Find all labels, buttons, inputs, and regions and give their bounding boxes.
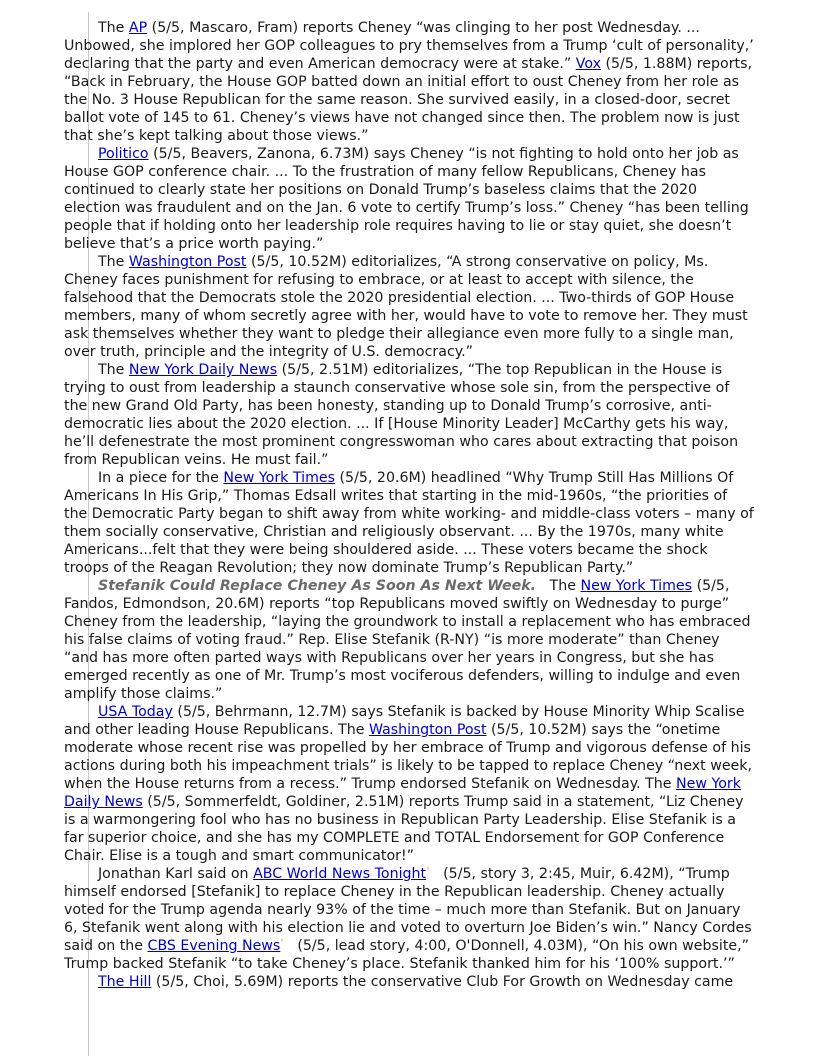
source-link[interactable]: New York Daily News — [64, 776, 741, 810]
video-marker-icon: ° — [280, 938, 284, 947]
the-hill-paragraph — [64, 973, 754, 991]
body-text: (5/5, Behrmann, 12.7M) says Stefanik is backed by House Minority Whip Scalise and other leading House Republicans. The — [64, 704, 745, 738]
body-text: (5/5, Sommerfeldt, Goldiner, 2.51M) reports Trump said in a statement, “Liz Cheney is a warmongering fool who has no business in Republican Party Leadership. Elise Stefanik is a far superior choice, and she has my COMPLETE and TOTAL Endorsement for GOP Conference Chair. Elise is a tough and smart communicator!” — [64, 794, 744, 864]
source-link[interactable]: New York Times — [580, 578, 693, 594]
body-text: (5/5, Mascaro, Fram) reports Cheney “was clinging to her post Wednesday. ... Unbowed, she implored her GOP colleagues to pry themselves from a Trump ‘cult of personality,’ declaring that the party and even American democracy were at stake.” — [64, 20, 754, 72]
body-text: (5/5, 20.6M) headlined “Why Trump Still Has Millions Of Americans In His Grip,” Thomas Edsall writes that starting in the mid-1960s, “the priorities of the Democratic Party began to shift away from white working- and middle-class voters – many of them socially conservative, Christian and religiously observant. ... By the 1970s, many white Americans...felt that they were being shouldered aside. ... These voters became the shock troops of the Reagan Revolution; they now dominate Trump’s Republican Party.” — [64, 470, 754, 576]
body-text: (5/5, 1.88M) reports, “Back in February, the House GOP batted down an initial effort to oust Cheney from her role as the No. 3 House Republican for the same reason. She survived easily, in a closed-door, secret ballot vote of 145 to 61. Cheney’s views have not changed since then. The problem now is just that she’s kept talking about those views.” — [64, 56, 752, 144]
ap-paragraph — [64, 19, 754, 145]
article-body — [64, 19, 754, 991]
body-text: The — [98, 254, 129, 270]
body-text: (5/5, Beavers, Zanona, 6.73M) says Cheney “is not fighting to hold onto her job as House GOP conference chair. ... To the frustration of many fellow Republicans, Cheney has continued to clearly state her positions on Donald Trump’s baseless claims that the 2020 election was fraudulent and on the Jan. 6 vote to certify Trump’s loss.” Cheney “has been telling people that if holding onto her leadership role requires having to lie or stay quiet, she doesn’t believe that’s a price worth paying.” — [64, 146, 749, 252]
body-text: (5/5, Choi, 5.69M) reports the conservative Club For Growth on Wednesday came — [151, 974, 734, 990]
usa-today-paragraph — [64, 703, 754, 865]
source-link[interactable]: Politico — [98, 146, 149, 162]
body-text: (5/5, Fandos, Edmondson, 20.6M) reports “top Republicans moved swiftly on Wednesday to purge” Cheney from the leadership, “laying the groundwork to install a replacement who has embraced his false claims of voting fraud.” Rep. Elise Stefanik (R-NY) “is more moderate” than Cheney “and has more often parted ways with Republicans over her years in Congress, but she has emerged recently as one of Mr. Trump’s most vociferous defenders, willing to indulge and even amplify those claims.” — [64, 578, 751, 702]
body-text: (5/5, lead story, 4:00, O'Donnell, 4.03M), “On his own website,” Trump backed Stefanik “to take Cheney’s place. Stefanik thanked him for his ‘100% support.’” — [64, 938, 749, 972]
source-link[interactable]: AP — [128, 20, 148, 36]
source-link[interactable]: New York Daily News — [128, 362, 278, 378]
ny-daily-news-editorial-paragraph — [64, 361, 754, 469]
source-link[interactable]: CBS Evening News — [147, 938, 281, 954]
broadcast-paragraph — [64, 865, 754, 973]
body-text: (5/5, 10.52M) editorializes, “A strong conservative on policy, Ms. Cheney faces punishment for refusing to embrace, or at least to accept with silence, the falsehood that the Democrats stole the 2020 presidential election. ... Two-thirds of GOP House members, many of whom secretly agree with her, would have to vote to remove her. They must ask themselves whether they want to pledge their allegiance even more fully to a single man, over truth, principle and the integrity of U.S. democracy.” — [64, 254, 748, 360]
body-text: Jonathan Karl said on — [98, 866, 254, 882]
video-marker-icon: ° — [426, 866, 430, 875]
source-link[interactable]: Washington Post — [128, 254, 247, 270]
source-link[interactable]: The Hill — [98, 974, 152, 990]
body-text: The — [98, 362, 129, 378]
source-link[interactable]: Vox — [575, 56, 601, 72]
body-text: The — [98, 20, 129, 36]
source-link[interactable]: USA Today — [98, 704, 173, 720]
source-link[interactable]: ABC World News Tonight — [253, 866, 427, 882]
body-text: The — [536, 578, 581, 594]
body-text: (5/5, 10.52M) says the “onetime moderate whose recent rise was propelled by her embrace of Trump and vigorous defense of his actions during both his impeachment trials” is likely to be tapped to replace Cheney “next week, when the House returns from a recess.” Trump endorsed Stefanik on Wednesday. The — [64, 722, 753, 792]
section-lead-heading: Stefanik Could Replace Cheney As Soon As Next Week. — [98, 578, 537, 594]
body-text: (5/5, story 3, 2:45, Muir, 6.42M), “Trump himself endorsed [Stefanik] to replace Cheney in the Republican leadership. Cheney actually voted for the Trump agenda nearly 93% of the time – much more than Stefanik. But on January 6, Stefanik went along with his election lie and voted to overturn Joe Biden’s win.” Nancy Cordes said on the — [64, 866, 752, 954]
source-link[interactable]: Washington Post — [368, 722, 487, 738]
body-text: In a piece for the — [98, 470, 224, 486]
politico-paragraph — [64, 145, 754, 253]
nyt-edsall-paragraph — [64, 469, 754, 577]
body-text: (5/5, 2.51M) editorializes, “The top Republican in the House is trying to oust from leadership a staunch conservative whose sole sin, from the perspective of the new Grand Old Party, has been honesty, standing up to Donald Trump’s corrosive, anti-democratic lies about the 2020 election. ... If [House Minority Leader] McCarthy gets his way, he’ll defenestrate the most prominent congresswoman who cares about extracting that poison from Republican veins. He must fail.” — [64, 362, 739, 468]
stefanik-lead-paragraph — [64, 577, 754, 703]
washington-post-editorial-paragraph — [64, 253, 754, 361]
source-link[interactable]: New York Times — [223, 470, 336, 486]
